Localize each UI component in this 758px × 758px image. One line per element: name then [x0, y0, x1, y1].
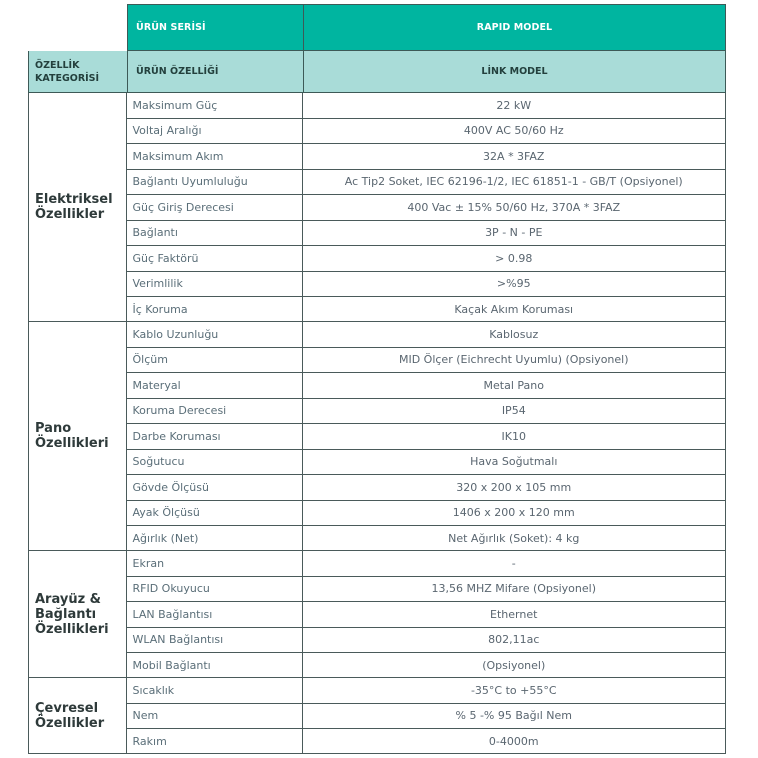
- value-cell: IK10: [501, 429, 526, 443]
- table-row: [127, 170, 726, 196]
- table-row: [127, 450, 726, 476]
- table-body: [28, 93, 726, 754]
- property-cell: Maksimum Akım: [127, 144, 303, 169]
- table-row: [127, 119, 726, 145]
- spec-group: [29, 93, 725, 322]
- property-column-label: ÜRÜN ÖZELLİĞİ: [136, 66, 219, 77]
- category-label: Çevresel Özellikler: [35, 700, 105, 731]
- value-cell: 400V AC 50/60 Hz: [463, 124, 564, 138]
- property-cell: Bağlantı: [127, 221, 303, 246]
- table-row: [127, 501, 726, 527]
- value-cell: MID Ölçer (Eichrecht Uyumlu) (Opsiyonel): [398, 353, 629, 367]
- property-cell: LAN Bağlantısı: [127, 602, 303, 627]
- header-cell-series-value: [304, 5, 725, 50]
- value-cell: Hava Soğutmalı: [470, 455, 558, 469]
- property-cell: Koruma Derecesi: [127, 399, 303, 424]
- category-cell: [29, 93, 127, 321]
- category-column-label: ÖZELLİK KATEGORİSİ: [35, 59, 100, 84]
- property-cell: WLAN Bağlantısı: [127, 628, 303, 653]
- property-cell: Ayak Ölçüsü: [127, 501, 303, 526]
- table-row: [127, 373, 726, 399]
- table-row: [127, 424, 726, 450]
- header-cell-model: [304, 51, 725, 92]
- header-cell-category: [29, 51, 128, 92]
- table-row: [127, 729, 726, 753]
- property-cell: Voltaj Aralığı: [127, 119, 303, 144]
- table-row: [127, 678, 726, 704]
- spec-group: [29, 551, 725, 678]
- value-cell: >%95: [496, 277, 531, 291]
- value-cell: % 5 -% 95 Bağıl Nem: [455, 709, 572, 723]
- value-cell: 32A * 3FAZ: [483, 149, 545, 163]
- table-row: [127, 551, 726, 577]
- category-cell: [29, 551, 127, 677]
- property-cell: Güç Faktörü: [127, 246, 303, 271]
- series-label: ÜRÜN SERİSİ: [136, 22, 206, 33]
- table-row: [127, 195, 726, 221]
- property-cell: Verimlilik: [127, 272, 303, 297]
- category-label: Arayüz & Bağlantı Özellikleri: [35, 591, 109, 637]
- property-cell: Bağlantı Uyumluluğu: [127, 170, 303, 195]
- property-cell: Ağırlık (Net): [127, 526, 303, 550]
- table-row: [127, 221, 726, 247]
- spec-group: [29, 322, 725, 551]
- property-cell: İç Koruma: [127, 297, 303, 321]
- table-row: [127, 93, 726, 119]
- model-column-label: LİNK MODEL: [481, 66, 548, 77]
- value-cell: 3P - N - PE: [485, 226, 543, 240]
- property-cell: Sıcaklık: [127, 678, 303, 703]
- property-cell: Kablo Uzunluğu: [127, 322, 303, 347]
- value-cell: 320 x 200 x 105 mm: [456, 480, 572, 494]
- property-cell: Ekran: [127, 551, 303, 576]
- value-cell: Metal Pano: [483, 378, 544, 392]
- table-row: [127, 348, 726, 374]
- property-cell: Ölçüm: [127, 348, 303, 373]
- header-row-columns: [28, 51, 726, 93]
- value-cell: IP54: [501, 404, 526, 418]
- value-cell: Net Ağırlık (Soket): 4 kg: [448, 531, 580, 545]
- category-label: Pano Özellikleri: [35, 421, 109, 451]
- table-row: [127, 144, 726, 170]
- property-cell: Mobil Bağlantı: [127, 653, 303, 677]
- header-row-series: [127, 4, 726, 51]
- table-row: [127, 577, 726, 603]
- value-cell: 22 kW: [496, 98, 532, 112]
- value-cell: Ac Tip2 Soket, IEC 62196-1/2, IEC 61851-1 - GB/T (Opsiyonel): [344, 175, 683, 189]
- property-cell: Materyal: [127, 373, 303, 398]
- table-row: [127, 297, 726, 321]
- table-row: [127, 653, 726, 677]
- category-cell: [29, 322, 127, 550]
- property-cell: Darbe Koruması: [127, 424, 303, 449]
- header-cell-property: [128, 51, 304, 92]
- value-cell: 802,11ac: [488, 633, 540, 647]
- table-row: [127, 628, 726, 654]
- table-row: [127, 526, 726, 550]
- table-row: [127, 602, 726, 628]
- table-row: [127, 475, 726, 501]
- series-value: RAPID MODEL: [476, 22, 553, 33]
- property-cell: Soğutucu: [127, 450, 303, 475]
- value-cell: Ethernet: [490, 607, 538, 621]
- table-row: [127, 704, 726, 730]
- property-cell: RFID Okuyucu: [127, 577, 303, 602]
- value-cell: 0-4000m: [488, 734, 539, 748]
- value-cell: (Opsiyonel): [482, 658, 546, 672]
- property-cell: Güç Giriş Derecesi: [127, 195, 303, 220]
- value-cell: Kablosuz: [489, 327, 539, 341]
- value-cell: -35°C to +55°C: [470, 683, 557, 697]
- value-cell: Kaçak Akım Koruması: [454, 302, 574, 316]
- category-label: Elektriksel Özellikler: [35, 192, 113, 222]
- table-row: [127, 272, 726, 298]
- value-cell: -: [511, 556, 516, 570]
- table-row: [127, 399, 726, 425]
- category-cell: [29, 678, 127, 753]
- value-cell: 400 Vac ± 15% 50/60 Hz, 370A * 3FAZ: [407, 200, 621, 214]
- value-cell: 13,56 MHZ Mifare (Opsiyonel): [431, 582, 597, 596]
- value-cell: > 0.98: [495, 251, 533, 265]
- property-cell: Maksimum Güç: [127, 93, 303, 118]
- value-cell: 1406 x 200 x 120 mm: [452, 506, 575, 520]
- spec-group: [29, 678, 725, 753]
- table-row: [127, 246, 726, 272]
- table-row: [127, 322, 726, 348]
- header-cell-series-label: [128, 5, 304, 50]
- property-cell: Gövde Ölçüsü: [127, 475, 303, 500]
- property-cell: Nem: [127, 704, 303, 729]
- property-cell: Rakım: [127, 729, 303, 753]
